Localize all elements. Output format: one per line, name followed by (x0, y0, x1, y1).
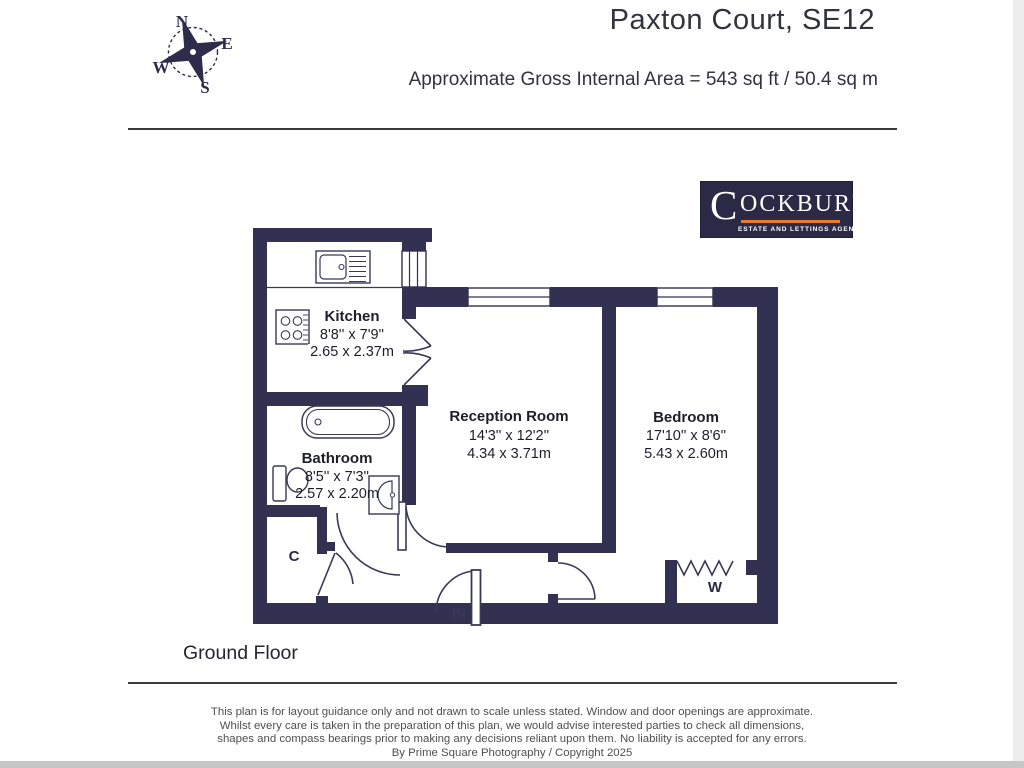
wall-kitchen-top (253, 228, 432, 242)
wall-bathroom-right (402, 406, 416, 505)
logo-wordmark: OCKBURN (740, 191, 872, 217)
right-edge-strip (1013, 0, 1024, 768)
disclaimer-line-3: shapes and compass bearings prior to making any decisions reliant upon them. No liability is accepted for any errors. (217, 733, 807, 746)
gross-internal-area: Approximate Gross Internal Area = 543 sq ft / 50.4 sq m (408, 69, 878, 90)
page-title: Paxton Court, SE12 (609, 4, 875, 36)
wall-bedroom-door-stub-top (548, 551, 558, 562)
kitchen-dimensions-imperial: 8'8'' x 7'9'' (319, 327, 385, 343)
kitchen-window (402, 251, 426, 287)
wall-top-b (550, 287, 657, 307)
wall-bedroom-door-stub-bottom (548, 594, 558, 603)
wall-reception-bottom (446, 543, 616, 553)
entrance-marker: IN (452, 606, 466, 621)
kitchen-sink-icon (316, 251, 370, 283)
wall-bathroom-bottom (253, 505, 320, 517)
wall-wardrobe-stub (746, 560, 757, 575)
bedroom-dimensions-metric: 5.43 x 2.60m (644, 446, 728, 462)
compass-rose-icon (148, 7, 239, 98)
reception-label: Reception Room (449, 408, 569, 425)
disclaimer-line-2: Whilst every care is taken in the preparation of this plan, we would advise interested parties to check all dimensions, (219, 719, 805, 732)
floor-name: Ground Floor (183, 642, 298, 664)
footer-divider (128, 682, 897, 684)
bedroom-dimensions-imperial: 17'10'' x 8'6'' (645, 428, 727, 444)
compass-west-label: W (152, 58, 170, 77)
wall-cupboard-stub (325, 542, 335, 551)
reception-dimensions-metric: 4.34 x 3.71m (467, 446, 551, 462)
bedroom-door (558, 563, 595, 599)
wardrobe-rail-icon (677, 561, 733, 575)
wall-kitchen-divider-stub (402, 307, 416, 319)
kitchen-dimensions-metric: 2.65 x 2.37m (310, 344, 394, 360)
bedroom-window (657, 288, 713, 306)
wall-cupboard-stub-bottom (316, 596, 328, 605)
wall-left (253, 228, 267, 624)
bathroom-label: Bathroom (301, 450, 373, 467)
logo-tagline: ESTATE AND LETTINGS AGENTS (738, 226, 865, 233)
compass-north-label: N (175, 12, 189, 31)
kitchen-label: Kitchen (324, 308, 380, 325)
wall-kitchen-bathroom (253, 392, 428, 406)
compass-east-label: E (221, 34, 233, 53)
bedroom-label: Bedroom (653, 409, 719, 426)
kitchen-double-door (403, 319, 431, 385)
wall-bottom (253, 603, 778, 624)
wall-top-a (402, 287, 468, 307)
wall-reception-bedroom-divider (602, 307, 616, 543)
disclaimer-text (130, 706, 894, 760)
logo-initial: C (710, 182, 738, 228)
bathroom-dimensions-imperial: 8'5'' x 7'3'' (304, 469, 370, 485)
cupboard-door (318, 553, 353, 595)
bathroom-dimensions-metric: 2.57 x 2.20m (295, 486, 379, 502)
reception-hall-door (398, 502, 449, 550)
wall-wardrobe-left (665, 560, 677, 603)
bottom-edge-strip (0, 761, 1024, 768)
disclaimer-line-1: This plan is for layout guidance only and not drawn to scale unless stated. Window and door openings are approximate. (210, 706, 814, 718)
reception-window (468, 288, 550, 306)
wall-kitchen-window-top (402, 242, 426, 251)
cupboard-marker: C (288, 548, 300, 565)
disclaimer-line-4: By Prime Square Photography / Copyright 2025 (391, 746, 633, 759)
hob-icon (276, 310, 309, 344)
wall-right (757, 287, 778, 624)
bathtub-icon (302, 406, 394, 438)
wardrobe-marker: W (707, 579, 723, 596)
reception-dimensions-imperial: 14'3'' x 12'2'' (468, 428, 550, 444)
wall-top-c (713, 287, 777, 307)
compass-south-label: S (200, 78, 210, 97)
